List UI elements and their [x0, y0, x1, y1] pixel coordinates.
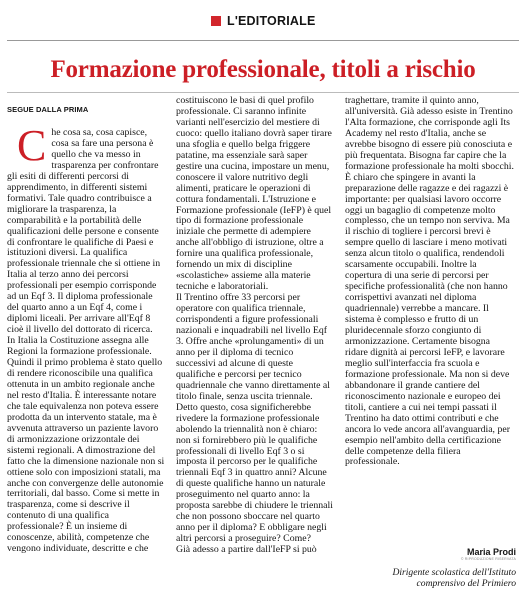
- article-column-2: [176, 96, 334, 556]
- article-column-3: [345, 96, 515, 468]
- top-divider: [7, 40, 519, 41]
- paragraph: È chiaro che spingere in avanti la preparazione delle ragazze e dei ragazzi è importante: per qualsiasi lavoro occorre oggi un bagaglio di competenze molto complesso, che un tempo non serviva. Ma il rischio di togliere i percorsi brevi è sempre quello di lasciare i meno motivati senza alcun titolo o qualifica, rendendoli scarsamente occupabili. Inoltre la copertura di una serie di percorsi per specifiche professionalità (che non hanno corrispettivi avanzati nel diploma quadriennale) verrebbe a mancare. Il sistema è complesso e frutto di un pluridecennale sforzo congiunto di armonizzazione. Certamente bisogna ridare dignità ai percorsi IeFP, e lavorare meglio sull'interfaccia fra scuola e formazione professionale. Ma non si deve abbandonare il grande cantiere del riconoscimento nazionale e europeo dei titoli, cantiere a cui nei tempi passati il Trentino ha dato ottimi contributi e che ancora lo vede ancora all'avanguardia, per esempio nell'ambito della certificazione delle competenze della filiera professionale.: [345, 171, 510, 468]
- author-role-line: Dirigente scolastica dell'Istituto: [392, 567, 516, 578]
- paragraph: Già adesso a partire dall'IeFP si può: [176, 544, 317, 556]
- section-label: [211, 14, 315, 28]
- dropcap: C: [17, 121, 47, 170]
- reproduction-notice: © RIPRODUZIONE RISERVATA: [460, 557, 516, 561]
- author-name: Maria Prodi: [466, 547, 516, 557]
- paragraph: costituiscono le basi di quel profilo professionale. Ci saranno infinite varianti nell'esercizio del mestiere di cuoco: quello italiano dovrà saper tirare una sfoglia e quello belga friggere patatine, ma essenziale sarà saper gestire una cucina, impostare un menu, conoscere il valore nutritivo degli alimenti, praticare le operazioni di cottura fondamentali. L'Istruzione e Formazione professionale (IeFP) è quel tipo di formazione professionale iniziale che permette di adempiere anche all'obbligo di istruzione, oltre a fornire una qualifica professionale, fornendo un mix di discipline «scolastiche» assieme alla materie tecniche e laboratoriali.: [176, 95, 332, 293]
- headline-divider: [7, 92, 519, 93]
- section-label-text: L'EDITORIALE: [227, 14, 316, 28]
- article-column-1: [7, 121, 165, 555]
- paragraph: Il Trentino offre 33 percorsi per operatore con qualifica triennale, corrispondenti a figure professionali nazionali e inquadrabili nel livello Eqf 3. Offre anche «prolungamenti» di un anno per il diploma di tecnico successivi ad alcune di queste qualifiche e percorsi per tecnico quadriennale che vanno direttamente al titolo finale, senza uscita triennale. Detto questo, cosa significherebbe rivedere la formazione professionale abolendo la triennalità non è chiaro: non si fornirebbero più le qualifiche professionali di livello Eqf 3 o si imposta il percorso per le qualifiche triennali Eqf 3 in quattro anni? Alcune di queste qualifiche hanno un naturale proseguimento nel quarto anno: la proposta sarebbe di chiudere le triennali che non possono sboccare nel quarto anno per il diploma? E obbligare negli altri percorsi a proseguire? Come?: [176, 292, 333, 545]
- kicker: SEGUE DALLA PRIMA: [7, 105, 89, 114]
- section-square-icon: [211, 16, 221, 26]
- paragraph: In Italia la Costituzione assegna alle Regioni la formazione professionale. Quindi il primo problema è stato quello di rendere riconoscibile una qualifica ottenuta in un ambito regionale anche nel resto d'Italia. È interessante notare che tale equivalenza non poteva essere prodotta da un intervento statale, ma è avvenuta attraverso un paziente lavoro di armonizzazione orizzontale dei sistemi regionali. A dimostrazione del fatto che la dimensione nazionale non si ottiene solo con imposizioni statali, ma anche con convergenze delle autonomie territoriali, dal basso. Come si mette in trasparenza, come si descrive il contenuto di una qualifica professionale? È un insieme di conoscenze, abilità, competenze che vengono individuate, descritte e che: [7, 335, 165, 555]
- paragraph: he cosa sa, cosa capisce, cosa sa fare una persona è quello che va messo in trasparenza per confrontare gli esiti di differenti percorsi di apprendimento, in differenti sistemi formativi. Tale quadro contribuisce a migliorare la trasparenza, la comparabilità e la portabilità delle qualificazioni delle persone e consente di confrontare le qualifiche di Paesi e istituzioni diversi. La qualifica professionale triennale che si ottiene in Italia al terzo anno dei percorsi professionali per esempio corrisponde ad un Eqf 3. Il diploma professionale del quarto anno a un Eqf 4, come i diplomi liceali. Per arrivare all'Eqf 8 cioè il livello del dottorato di ricerca.: [7, 127, 161, 336]
- author-role: [316, 567, 516, 589]
- paragraph: traghettare, tramite il quinto anno, all'università. Già adesso esiste in Trentino l'Alta formazione, che corrisponde agli Its Academy nel resto d'Italia, anche se avrebbe bisogno di essere più conosciuta e più frequentata. Bisogna far capire che la formazione professionale ha molti sbocchi.: [345, 95, 514, 172]
- author-role-line: comprensivo del Primiero: [416, 578, 516, 589]
- headline: Formazione professionale, titoli a rischio: [50, 56, 476, 83]
